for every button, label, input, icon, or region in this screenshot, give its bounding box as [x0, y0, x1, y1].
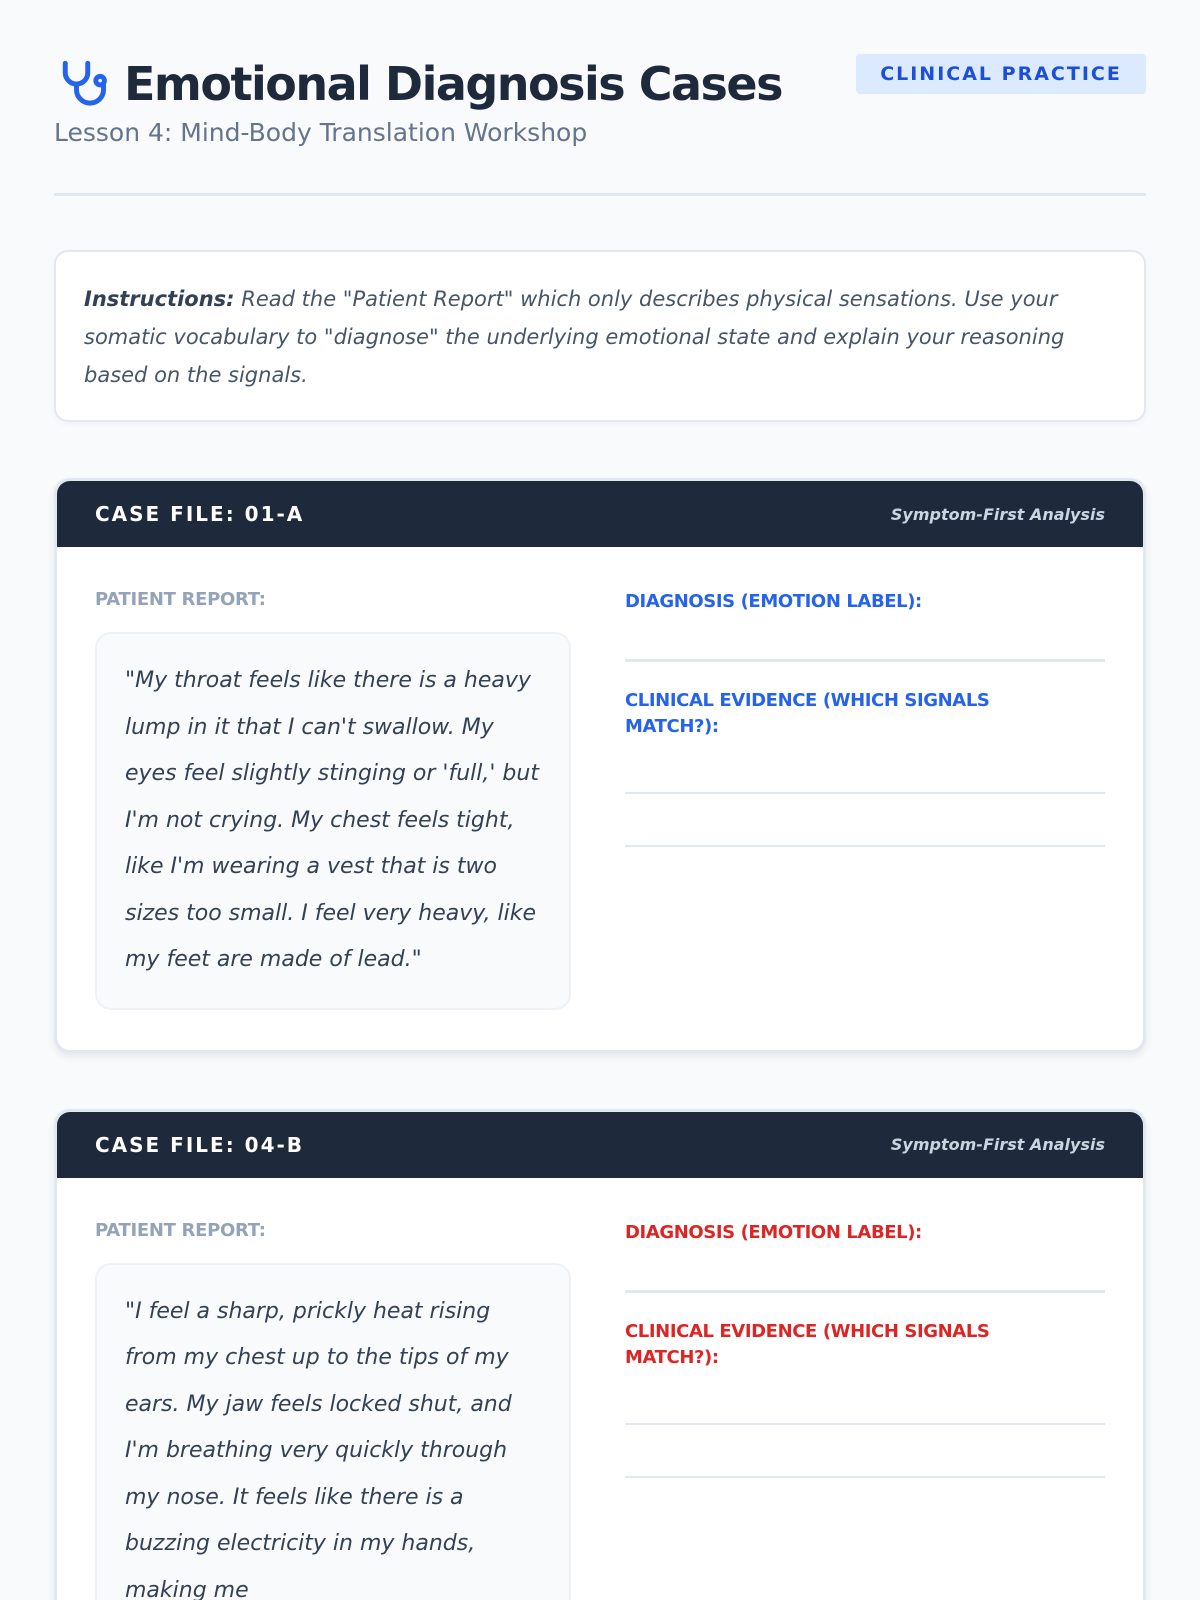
case-tag: Symptom-First Analysis [890, 504, 1105, 524]
patient-report-quote: "My throat feels like there is a heavy lump in it that I can't swallow. My eyes feel slightly stinging or 'full,' but I'm not crying. My chest feels tight, like I'm wearing a vest that is two sizes too small. I feel very heavy, like my feet are made of lead." [95, 632, 571, 1010]
worksheet-header [54, 0, 1146, 196]
page-title: Emotional Diagnosis Cases [124, 57, 782, 111]
answer-column [625, 1220, 1105, 1600]
case-card [54, 1109, 1146, 1600]
evidence-answer-line[interactable] [625, 845, 1105, 847]
patient-report-column [95, 589, 571, 1010]
clinical-practice-badge: CLINICAL PRACTICE [856, 54, 1146, 94]
instructions-text: Read the "Patient Report" which only describes physical sensations. Use your somatic vocabulary to "diagnose" the underlying emotional state and explain your reasoning based on the signals. [84, 287, 1065, 387]
case-header [57, 1112, 1143, 1178]
case-tag: Symptom-First Analysis [890, 1135, 1105, 1154]
case-card [54, 478, 1146, 1053]
patient-report-label: PATIENT REPORT: [95, 589, 266, 610]
evidence-answer-line[interactable] [625, 792, 1105, 794]
case-body [57, 1178, 1143, 1600]
instructions-label: Instructions: [84, 287, 235, 311]
case-body [57, 547, 1143, 1050]
diagnosis-answer-line[interactable] [625, 1290, 1105, 1293]
patient-report-column [95, 1220, 571, 1600]
evidence-label: CLINICAL EVIDENCE (WHICH SIGNALS MATCH?): [625, 690, 990, 737]
answer-column [625, 589, 1105, 1010]
diagnosis-label: DIAGNOSIS (EMOTION LABEL): [625, 591, 922, 612]
patient-report-label: PATIENT REPORT: [95, 1219, 266, 1241]
instructions-box [54, 250, 1146, 422]
evidence-answer-line[interactable] [625, 1423, 1105, 1425]
evidence-label: CLINICAL EVIDENCE (WHICH SIGNALS MATCH?): [625, 1320, 990, 1368]
stethoscope-icon [54, 57, 108, 111]
evidence-answer-line[interactable] [625, 1476, 1105, 1478]
lesson-subtitle: Lesson 4: Mind-Body Translation Workshop [54, 118, 588, 147]
diagnosis-label: DIAGNOSIS (EMOTION LABEL): [625, 1221, 922, 1243]
patient-report-quote: "I feel a sharp, prickly heat rising from my chest up to the tips of my ears. My jaw feels locked shut, and I'm breathing very quickly through my nose. It feels like there is a buzzing electricity in my hands, making me [95, 1263, 571, 1600]
case-header [57, 481, 1143, 547]
case-title: CASE FILE: 01-A [95, 502, 305, 526]
case-title: CASE FILE: 04-B [95, 1132, 305, 1157]
diagnosis-answer-line[interactable] [625, 659, 1105, 662]
